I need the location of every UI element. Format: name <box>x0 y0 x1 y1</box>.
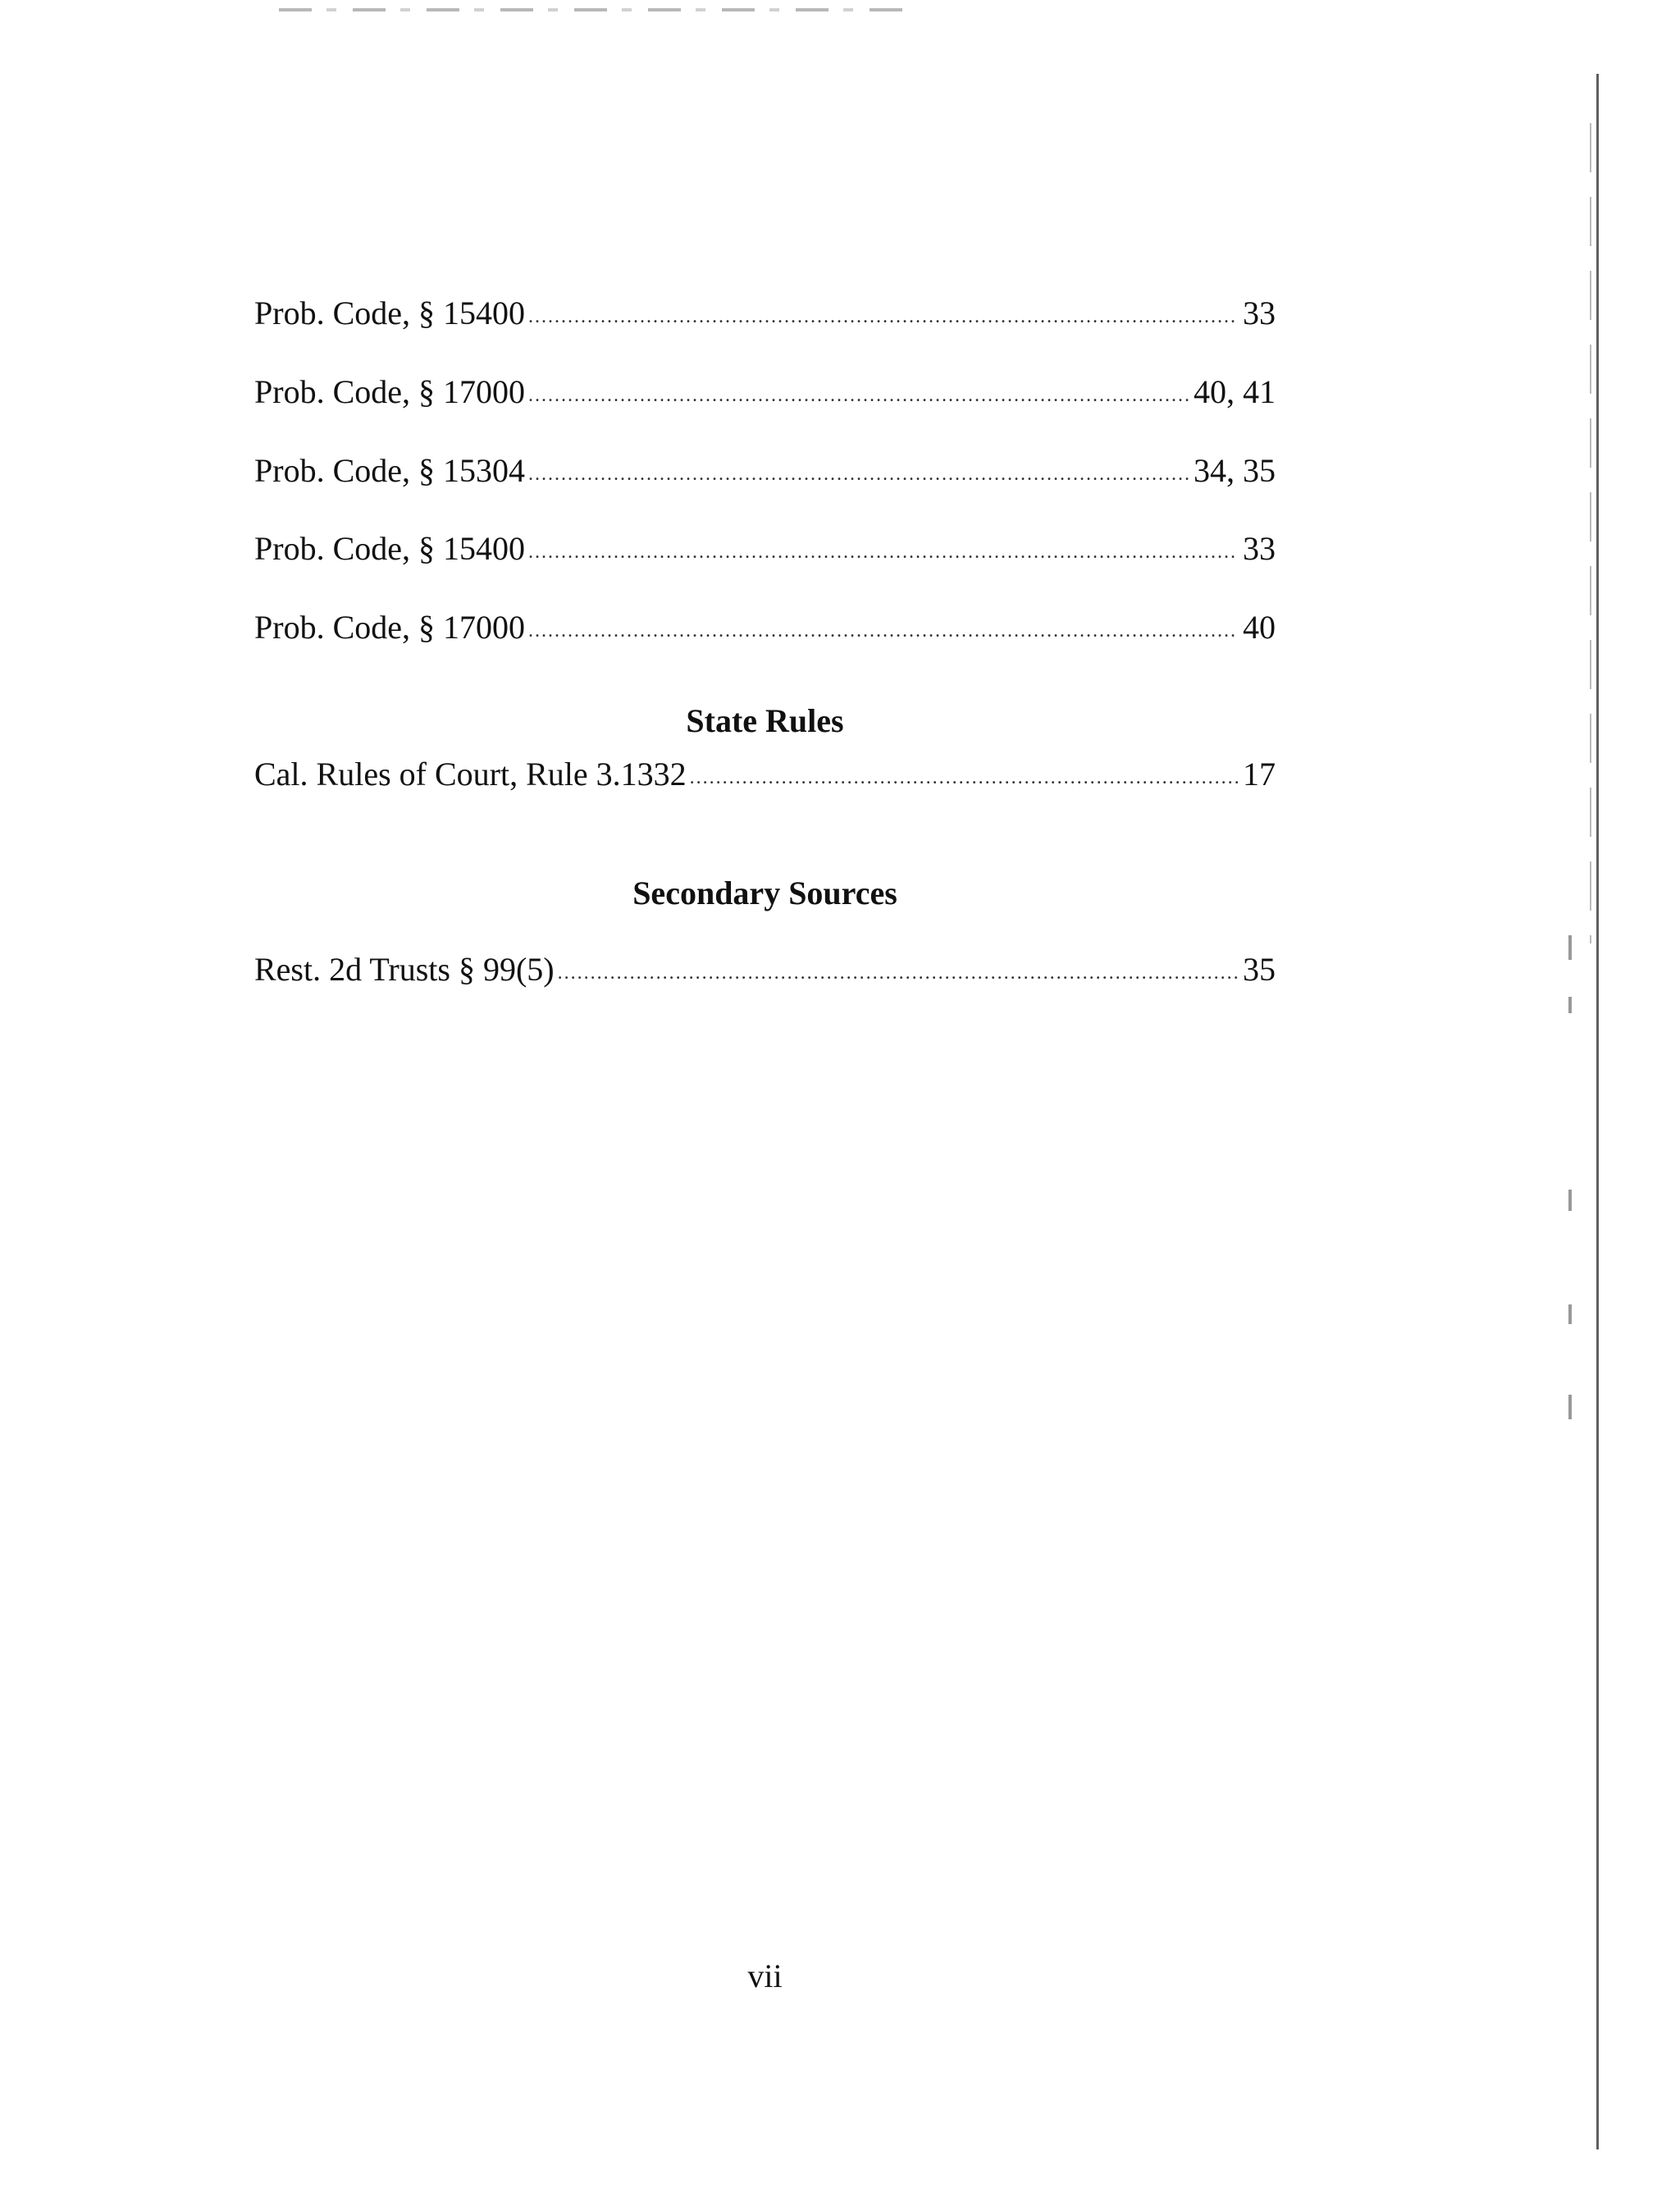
dot-leader <box>528 532 1238 572</box>
toc-citation: Rest. 2d Trusts § 99(5) <box>254 951 555 988</box>
scan-artifact-speck <box>1568 935 1572 960</box>
toc-entry <box>254 529 1276 573</box>
toc-entry <box>254 294 1276 338</box>
section-heading-secondary-sources: Secondary Sources <box>632 875 897 911</box>
dot-leader <box>558 953 1238 993</box>
scan-artifact-top <box>279 8 902 11</box>
toc-citation: Prob. Code, § 17000 <box>254 373 525 410</box>
dot-leader <box>528 297 1238 336</box>
toc-page-ref: 33 <box>1243 295 1276 331</box>
toc-page-ref: 40, 41 <box>1194 373 1276 410</box>
dot-leader <box>690 758 1238 797</box>
toc-entry <box>254 950 1276 994</box>
toc-page-ref: 34, 35 <box>1194 452 1276 489</box>
scan-artifact-right-edge-secondary <box>1590 123 1591 943</box>
toc-page-ref: 33 <box>1243 530 1276 567</box>
toc-citation: Prob. Code, § 15400 <box>254 530 525 567</box>
section-heading-state-rules: State Rules <box>686 702 844 739</box>
toc-citation: Prob. Code, § 17000 <box>254 609 525 646</box>
page-number: vii <box>747 1957 783 1994</box>
scan-artifact-speck <box>1568 1395 1572 1419</box>
dot-leader <box>528 455 1189 494</box>
scan-artifact-speck <box>1568 997 1572 1013</box>
toc-entry <box>254 372 1276 417</box>
scan-artifact-right-edge <box>1596 74 1599 2149</box>
toc-page-ref: 35 <box>1243 951 1276 988</box>
toc-entry <box>254 755 1276 799</box>
dot-leader <box>528 376 1189 415</box>
scan-artifact-speck <box>1568 1190 1572 1211</box>
scan-artifact-speck <box>1568 1304 1572 1324</box>
toc-citation: Cal. Rules of Court, Rule 3.1332 <box>254 756 687 793</box>
toc-page-ref: 17 <box>1243 756 1276 793</box>
toc-citation: Prob. Code, § 15400 <box>254 295 525 331</box>
toc-entry <box>254 451 1276 496</box>
toc-citation: Prob. Code, § 15304 <box>254 452 525 489</box>
dot-leader <box>528 611 1238 651</box>
toc-entry <box>254 608 1276 652</box>
toc-page-ref: 40 <box>1243 609 1276 646</box>
